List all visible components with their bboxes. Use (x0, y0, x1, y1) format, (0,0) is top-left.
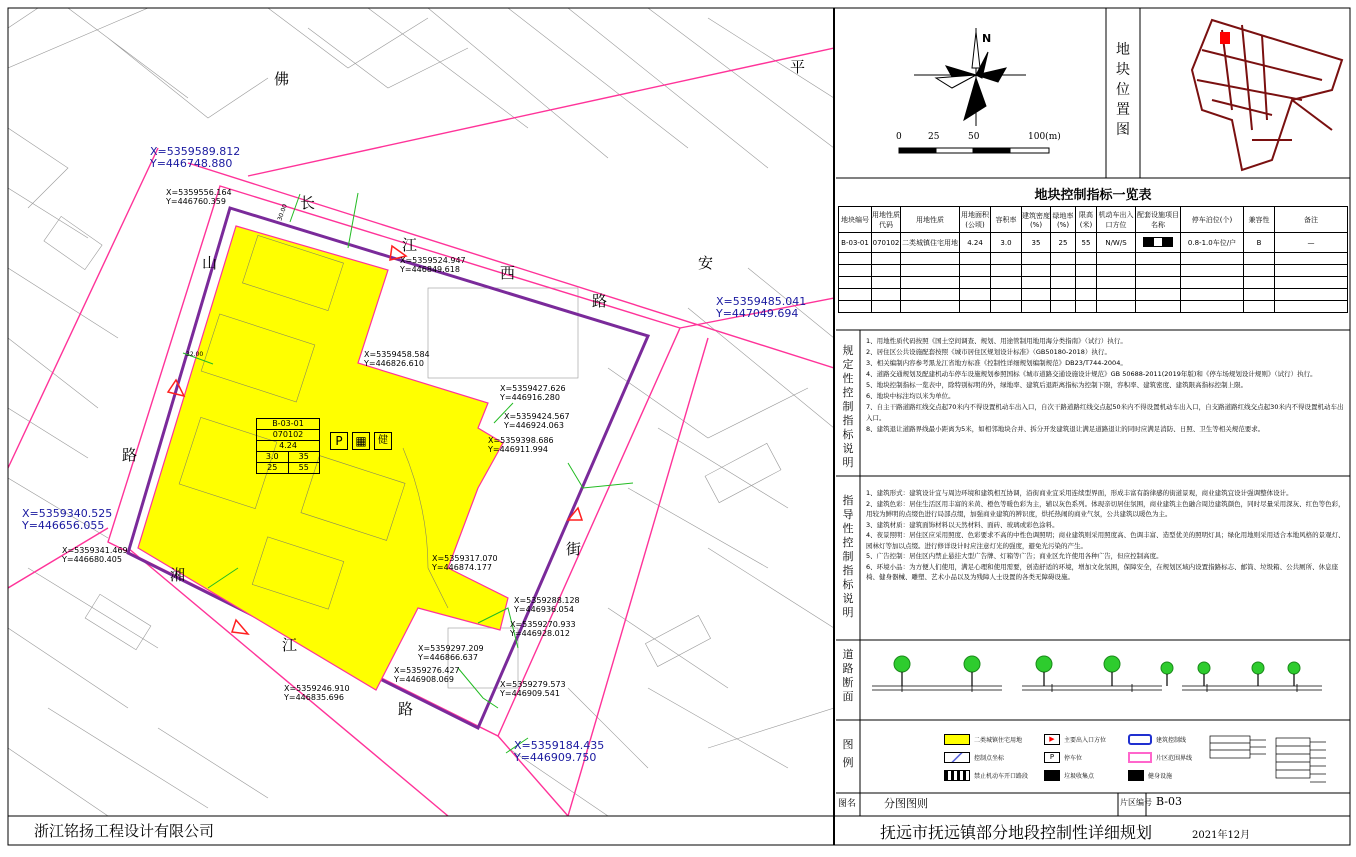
location-map (1142, 10, 1348, 176)
legend-item: 建筑控制线 (1128, 734, 1186, 745)
garbage-icon (1044, 770, 1060, 781)
coord-blue: X=5359589.812 Y=446748.880 (150, 145, 241, 170)
scale-label-0: 0 (896, 132, 902, 142)
coord-point: X=5359556.164 Y=446760.359 (166, 188, 232, 206)
north-label: N (982, 32, 992, 45)
road-label-anping: 安 (698, 254, 714, 272)
fitness-icon: 健 (374, 432, 392, 450)
th-use: 用地性质 (901, 207, 960, 233)
scale-label-25: 25 (928, 132, 940, 142)
zone-code: B-03 (1156, 795, 1183, 808)
th-compat: 兼容性 (1244, 207, 1275, 233)
location-map-title: 地 块 位 置 图 (1116, 42, 1130, 138)
legend-item: 二类城镇住宅用地 (944, 734, 1022, 745)
scale-label-100: 100(m) (1028, 132, 1061, 142)
legend-side-label: 图 例 (842, 738, 854, 769)
legend-label-key-icon (1208, 732, 1338, 790)
road-section-side-label: 道 路 断 面 (842, 648, 854, 703)
legend-item: 禁止机动车开口路段 (944, 770, 1028, 781)
coord-point: X=5359398.686 Y=446911.994 (488, 436, 554, 454)
road-label-xiangjiang: 湘 (170, 566, 186, 584)
coord-point: X=5359341.469 Y=446680.405 (62, 546, 128, 564)
th-far: 容积率 (991, 207, 1022, 233)
th-area: 用地面积(公顷) (960, 207, 991, 233)
legend-item: 垃圾收集点 (1044, 770, 1094, 781)
map-name: 分图图则 (884, 797, 928, 810)
zone-label: 片区编号 (1120, 798, 1152, 807)
road-label-anping: 街 (566, 540, 582, 558)
facility-icons-cell (1136, 233, 1181, 253)
garbage-icon: ▦ (352, 432, 370, 450)
yellow-swatch-icon (944, 734, 970, 745)
road-section-drawings (862, 644, 1348, 718)
coordinate-icon (944, 752, 970, 763)
th-parking: 停车泊位(个) (1181, 207, 1244, 233)
coord-point: X=5359424.567 Y=446924.063 (504, 412, 570, 430)
coord-point: X=5359427.626 Y=446916.280 (500, 384, 566, 402)
dimension-label: 30.00 (276, 203, 289, 222)
legend-item: 片区范围界线 (1128, 752, 1192, 763)
entrance-icon: ▶ (1044, 734, 1060, 745)
fitness-icon (1128, 770, 1144, 781)
compass-panel (836, 8, 1106, 178)
th-height: 限高(米) (1076, 207, 1097, 233)
regulations-notes: 1、用地性质代码按照《国土空间调查、规划、用途管制用地用海分类指南》（试行）执行。 2、居住区公共设施配套按照《城市居住区规划设计标准》（GB50180-2018）执行。 3、相关编制内容参考黑龙江省地方标准《控制性详细规划编制规范》DB23/T744-2004。 4、道路交通规划及配建机动车停车设施规划参照国标《城市道路交通设施设计规范》GB 50688-2011(2019年版)和《停车场规划设计规则》（试行）执行。 5、地块控制指标一览表中，除特别标明的外，绿地率、建筑后退距离指标为控制下限，容积率、建筑密度、建筑限高指标控制上限。 6、地块中标注均以米为单位。 7、自主干路道路红线交点起70米内不得设置机动车出入口，自次干路道路红线交点起50米内不得设置机动车出入口，自支路道路红线交点起30米内不得设置机动车出入口。 8、建筑退让道路界线最小距离为5米，如相邻地块合并、拆分开发建筑退让满足道路退让的同时应满足消防、日照、卫生等相关规范要求。 (866, 337, 1344, 433)
no-entry-icon (944, 770, 970, 781)
coord-point: X=5359297.209 Y=446866.637 (418, 644, 484, 662)
legend-item: ▶ 主要出入口方位 (1044, 734, 1106, 745)
coord-point: X=5359458.584 Y=446826.610 (364, 350, 430, 368)
coord-point: X=5359288.128 Y=446936.054 (514, 596, 580, 614)
coord-blue: X=5359485.041 Y=447049.694 (716, 295, 807, 320)
road-label-fushan: 路 (122, 446, 138, 464)
dimension-label: 32.00 (186, 351, 204, 358)
district-boundary-icon (1128, 752, 1152, 763)
th-green: 绿地率(%) (1051, 207, 1076, 233)
coord-blue: X=5359340.525 Y=446656.055 (22, 507, 113, 532)
project-date: 2021年12月 (1192, 830, 1251, 841)
control-line-icon (1128, 734, 1152, 745)
road-label-changjiang: 路 (592, 292, 608, 310)
th-note: 备注 (1275, 207, 1348, 233)
map-name-label: 图名 (838, 799, 857, 809)
road-label-xiangjiang: 路 (398, 700, 414, 718)
parking-icon: P (1044, 752, 1060, 763)
th-entrance: 机动车出入口方位 (1097, 207, 1136, 233)
road-label-fushan: 佛 (274, 70, 290, 88)
legend-item: P 停车位 (1044, 752, 1082, 763)
index-table-title: 地块控制指标一览表 (1034, 188, 1152, 203)
coord-point: X=5359246.910 Y=446835.696 (284, 684, 350, 702)
legend-item: 健身设施 (1128, 770, 1172, 781)
coord-point: X=5359524.947 Y=446849.618 (400, 256, 466, 274)
th-id: 地块编号 (839, 207, 872, 233)
road-label-changjiang: 长 (300, 194, 316, 212)
regulations-side-label: 规 定 性 控 制 指 标 说 明 (842, 344, 854, 469)
index-table (838, 206, 1348, 313)
guidance-notes: 1、建筑形式：建筑设计宜与周边环境和建筑相互协调，沿街商业宜采用连续型界面，形成丰富有韵律感的街道景观，商业建筑宜设计强调整体设计。 2、建筑色彩：居住生活区用丰富的米黄、橙色等暖色彩为主，辅以灰色系列。体现亲切居住氛围，商业建筑主色融合周边建筑颜色，同时尽量采用深灰、红色等色彩，用较为鲜明的点缀色进行局部点缀，加强商业建筑的辨识度，烘托热闹的商业气氛，公共建筑以暖色为主。 3、建筑材质：建筑面饰材料以天然材料、面砖、玻璃或彩色涂料。 4、夜景照明：居住区应采用照度、色彩要求不高的中性色调照明；商业建筑则采用照度高、色调丰富、造型优美的照明灯具；绿化用地则采用适合本地风格的景观灯、园林灯等加以点缀。进行修详设计时应注意灯光的强度，避免光污染的产生。 5、广告控制：居住区内禁止悬挂大型广告牌、灯箱等广告；商业区允许使用各种广告，但应控制高度。 6、环境小品：为方便人们使用，满足心理和使用需要，创造舒适的环境，增加文化氛围，保障安全，在规划区域内设置指路标志、邮筒、垃圾箱、公共厕所、休息座椅、健身器械、雕塑、艺术小品以及为残障人士设置的各类无障碍设施。 (866, 489, 1345, 581)
road-label-changjiang: 江 (402, 236, 418, 254)
legend-item: 控制点坐标 (944, 752, 1004, 763)
road-label-xiangjiang: 江 (282, 636, 298, 654)
table-row: B-03-01 070102 二类城镇住宅用地 4.24 3.0 35 25 55 N/W/S 0.8-1.0车位/户 B — (839, 233, 1348, 253)
scale-label-50: 50 (968, 132, 980, 142)
company-name: 浙江铭扬工程设计有限公司 (34, 822, 215, 840)
coord-point: X=5359279.573 Y=446909.541 (500, 680, 566, 698)
road-label-fushan: 山 (202, 254, 218, 272)
road-label-changjiang: 西 (500, 264, 516, 282)
th-code: 用地性质代码 (872, 207, 901, 233)
parking-icon: P (330, 432, 348, 450)
coord-point: X=5359270.933 Y=446928.012 (510, 620, 576, 638)
road-label-anping: 平 (790, 58, 806, 76)
project-title: 抚远市抚远镇部分地段控制性详细规划 (880, 823, 1153, 842)
th-facility: 配套设施项目名称 (1136, 207, 1181, 233)
coord-blue: X=5359184.435 Y=446909.750 (514, 739, 605, 764)
parcel-label-box: B-03-01 070102 4.24 3.0 35 25 55 (256, 418, 320, 474)
th-density: 建筑密度(%) (1022, 207, 1051, 233)
guidance-side-label: 指 导 性 控 制 指 标 说 明 (842, 494, 854, 619)
legend-panel (944, 732, 1204, 788)
coord-point: X=5359276.427 Y=446908.069 (394, 666, 460, 684)
compass-rose-icon (836, 8, 1106, 178)
coord-point: X=5359317.070 Y=446874.177 (432, 554, 498, 572)
